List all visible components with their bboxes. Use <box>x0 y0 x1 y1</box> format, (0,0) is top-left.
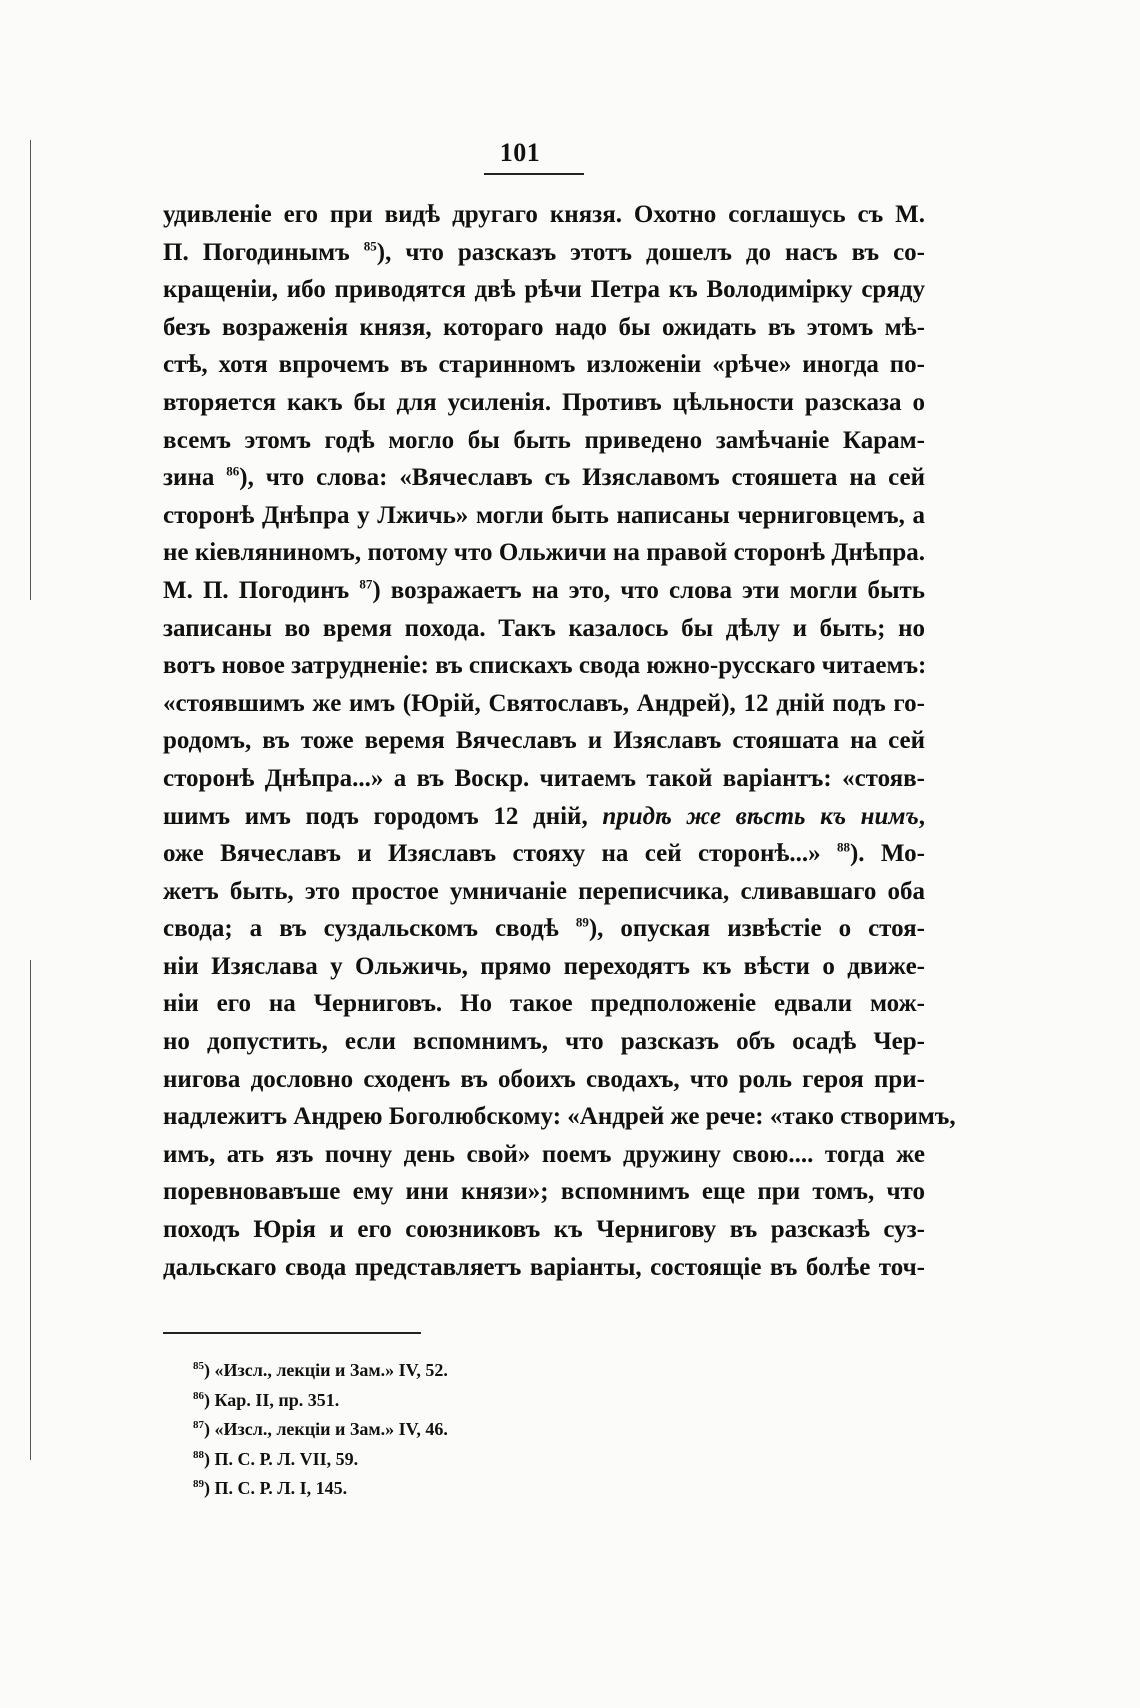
text-line <box>163 798 925 836</box>
text-segment: ), опуская извѣстіе о стоя- <box>588 915 925 943</box>
text-line <box>163 1211 925 1249</box>
text-line <box>163 422 925 460</box>
text-segment: ), что слова: «Вячеславъ съ Изяславомъ стояшета на сей <box>239 464 926 492</box>
body-text <box>163 196 956 1286</box>
text-segment: , <box>918 802 925 830</box>
text-segment: имъ, ать язъ почну день свой» поемъ дружину свою.... тогда же <box>163 1140 925 1168</box>
text-segment: родомъ, въ тоже веремя Вячеславъ и Изяславъ стояшата на сей <box>163 727 925 755</box>
text-segment: ніи Изяслава у Ольжичь, прямо переходятъ къ вѣсти о движе- <box>163 952 925 980</box>
footnote-text: ) П. С. Р. Л. I, 145. <box>204 1478 348 1498</box>
text-segment: всемъ этомъ годѣ могло бы быть приведено замѣчаніе Карам- <box>163 426 925 454</box>
text-segment: П. Погодинымъ <box>163 238 364 266</box>
text-segment: кращеніи, ибо приводятся двѣ рѣчи Петра къ Володимірку сряду <box>163 276 925 304</box>
footnote-mark: 89 <box>193 1478 204 1490</box>
footnote-item <box>193 1386 693 1416</box>
text-line <box>163 572 925 610</box>
text-line <box>163 309 925 347</box>
text-segment: жетъ быть, это простое умничаніе переписчика, сливавшаго оба <box>163 877 925 905</box>
text-segment: ). Мо- <box>849 840 925 868</box>
text-segment: сторонѣ Днѣпра...» а въ Воскр. читаемъ такой варіантъ: «стояв- <box>163 764 925 792</box>
footnote-mark: 88 <box>193 1448 204 1461</box>
footnote-reference: 85 <box>363 238 377 254</box>
text-line <box>163 647 925 685</box>
text-line <box>163 497 925 535</box>
text-segment: удивленіе его при видѣ другаго князя. Охотно соглашусь съ М. <box>163 201 925 228</box>
margin-mark-left-lower <box>30 960 31 1460</box>
margin-mark-left <box>30 140 31 600</box>
text-line <box>163 1173 925 1211</box>
text-line <box>163 1249 925 1287</box>
text-segment: нигова дословно сходенъ въ обоихъ сводахъ, что роль героя при- <box>163 1065 925 1093</box>
text-line <box>163 722 925 760</box>
footnote-reference: 87 <box>359 576 373 592</box>
footnote-mark: 87 <box>193 1419 204 1431</box>
text-line <box>163 873 925 911</box>
text-segment: шимъ имъ подъ городомъ 12 дній, <box>163 802 603 830</box>
footnote-text: ) П. С. Р. Л. VII, 59. <box>204 1448 359 1469</box>
text-line <box>163 685 925 723</box>
footnote-mark: 85 <box>193 1360 204 1372</box>
text-segment: вторяется какъ бы для усиленія. Противъ цѣльности разсказа о <box>163 388 925 416</box>
text-segment: ) возражаетъ на это, что слова эти могли быть <box>372 576 925 604</box>
text-line <box>163 196 925 234</box>
text-segment: зина <box>163 464 227 492</box>
text-line <box>163 985 925 1023</box>
text-segment: безъ возраженія князя, котораго надо бы ожидать въ этомъ мѣ- <box>163 313 925 341</box>
text-line <box>163 835 925 873</box>
footnote-reference: 88 <box>836 839 850 855</box>
text-line <box>163 948 925 986</box>
text-line <box>163 760 925 798</box>
text-line <box>163 234 925 272</box>
page-number: 101 <box>499 138 541 167</box>
footnote-text: ) Кар. II, пр. 351. <box>204 1389 340 1410</box>
text-segment: вотъ новое затрудненіе: въ спискахъ свода южно-русскаго читаемъ: <box>163 652 927 680</box>
text-line <box>163 459 925 497</box>
text-line <box>163 534 925 572</box>
footnote-item <box>193 1445 693 1475</box>
text-segment: не кіевляниномъ, потому что Ольжичи на правой сторонѣ Днѣпра. <box>163 539 925 567</box>
footnote-text: ) «Изсл., лекціи и Зам.» IV, 46. <box>204 1419 448 1439</box>
text-segment: свода; а въ суздальскомъ сводѣ <box>163 915 576 943</box>
footnote-item <box>193 1415 693 1445</box>
footnote-reference: 86 <box>226 463 240 479</box>
text-segment: поревновавъше ему ини князи»; вспомнимъ еще при томъ, что <box>163 1178 925 1206</box>
text-segment: ), что разсказъ этотъ дошелъ до насъ въ со- <box>376 238 926 266</box>
text-line <box>163 610 925 648</box>
text-segment: оже Вячеславъ и Изяславъ стояху на сей сторонѣ...» <box>163 840 837 868</box>
text-segment: записаны во время похода. Такъ казалось бы дѣлу и быть; но <box>163 614 925 642</box>
text-segment: сторонѣ Днѣпра у Лжичь» могли быть написаны черниговцемъ, а <box>163 501 925 529</box>
text-line <box>163 346 925 384</box>
text-line <box>163 271 925 309</box>
text-segment: М. П. Погодинъ <box>163 576 360 604</box>
footnotes <box>193 1356 693 1504</box>
text-line <box>163 1061 925 1099</box>
text-segment: походъ Юрія и его союзниковъ къ Чернигову въ разсказѣ суз- <box>163 1216 925 1244</box>
footnote-mark: 86 <box>193 1389 204 1402</box>
text-segment: надлежитъ Андрею Боголюбскому: «Андрей же рече: «тако створимъ, <box>163 1103 956 1131</box>
text-segment: дальскаго свода представляетъ варіанты, состоящіе въ болѣе точ- <box>163 1253 925 1281</box>
text-segment: ніи его на Черниговъ. Но такое предположеніе едвали мож- <box>163 990 925 1018</box>
footnote-reference: 89 <box>575 914 589 930</box>
page-number-rule <box>484 173 584 175</box>
text-line <box>163 1136 925 1174</box>
footnote-text: ) «Изсл., лекціи и Зам.» IV, 52. <box>204 1360 448 1380</box>
text-line <box>163 1098 956 1136</box>
text-line <box>163 384 925 422</box>
text-segment: стѣ, хотя впрочемъ въ старинномъ изложеніи «рѣче» иногда по- <box>163 351 925 379</box>
italic-quote: придѣ же вѣсть къ нимъ <box>602 802 919 830</box>
footnote-rule <box>163 1332 421 1334</box>
text-line <box>163 910 925 948</box>
text-line <box>163 1023 925 1061</box>
footnote-item <box>193 1356 693 1386</box>
footnote-item <box>193 1474 693 1504</box>
text-segment: но допустить, если вспомнимъ, что разсказъ объ осадѣ Чер- <box>163 1028 925 1056</box>
text-segment: «стоявшимъ же имъ (Юрій, Святославъ, Андрей), 12 дній подъ го- <box>163 689 925 717</box>
